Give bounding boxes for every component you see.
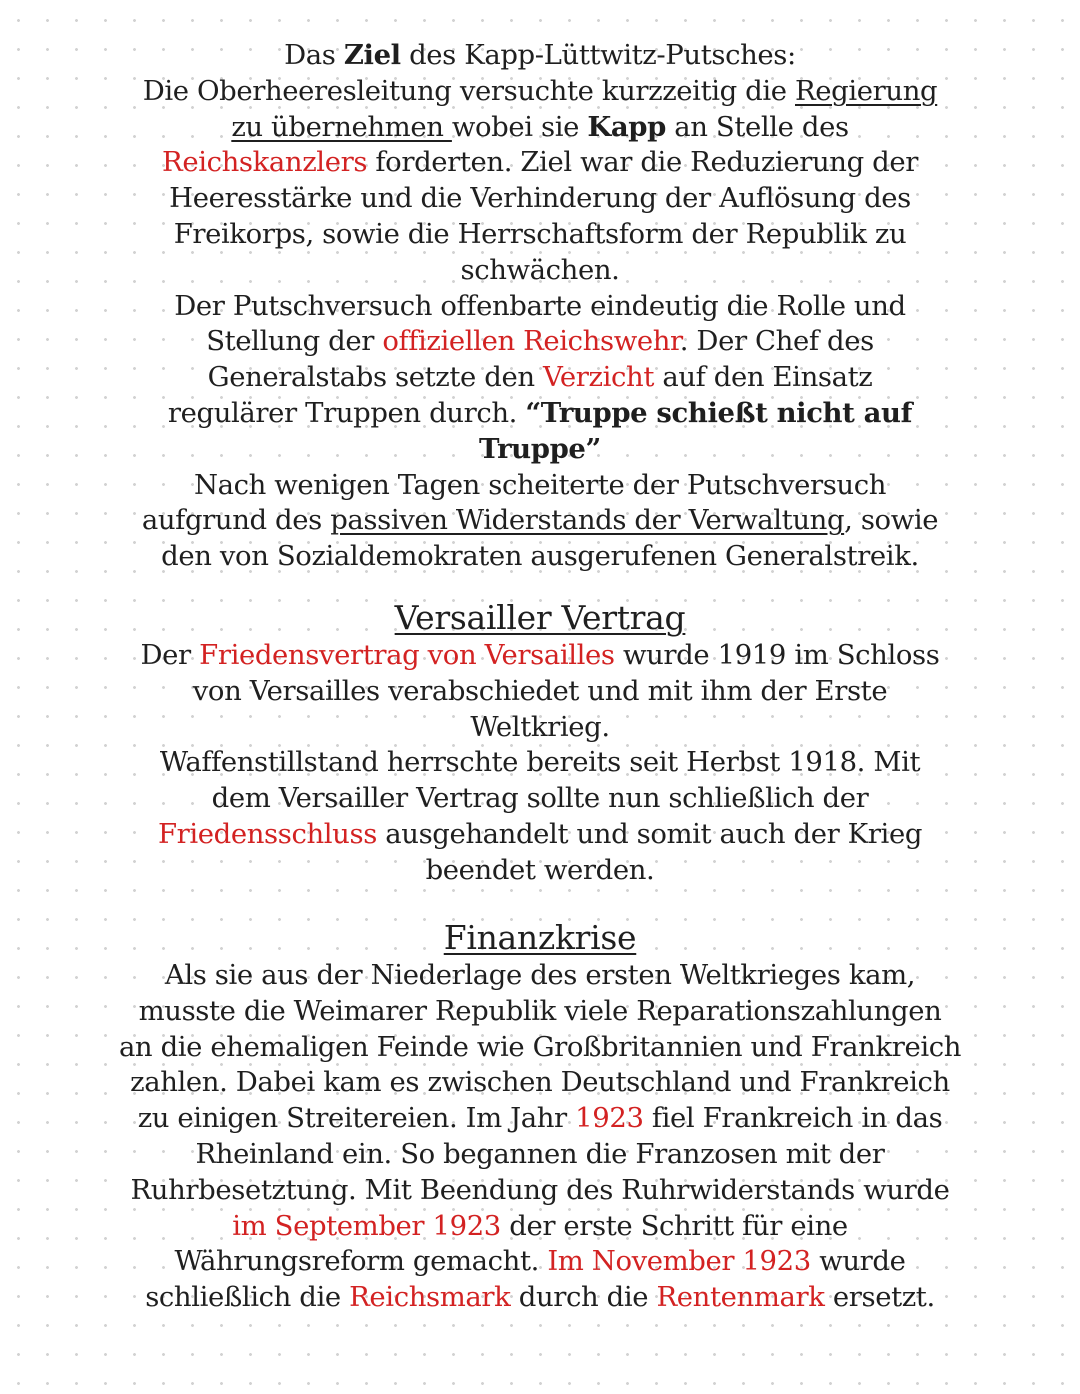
kapp-line-4: Reichskanzlers forderten. Ziel war die Reduzierung der bbox=[162, 146, 918, 179]
versailles-line-5: dem Versailler Vertrag sollte nun schließlich der bbox=[211, 782, 869, 815]
kapp-line-15: den von Sozialdemokraten ausgerufenen Generalstreik. bbox=[161, 540, 919, 573]
kapp-line-14: aufgrund des passiven Widerstands der Verwaltung, sowie bbox=[141, 504, 939, 537]
finanz-line-4: zahlen. Dabei kam es zwischen Deutschland und Frankreich bbox=[130, 1066, 950, 1099]
versailles-line-2: von Versailles verabschiedet und mit ihm der Erste bbox=[192, 674, 888, 707]
kapp-line-13: Nach wenigen Tagen scheiterte der Putschversuch bbox=[193, 468, 887, 501]
kapp-line-5: Heeresstärke und die Verhinderung der Auflösung des bbox=[169, 182, 911, 215]
kapp-line-7: schwächen. bbox=[460, 253, 620, 286]
kapp-line-2: Die Oberheeresleitung versuchte kurzzeitig die Regierung bbox=[142, 74, 938, 107]
versailles-section bbox=[60, 638, 1020, 889]
finanzkrise-section bbox=[60, 958, 1020, 1316]
kapp-line-10: Generalstabs setzte den Verzicht auf den Einsatz bbox=[207, 361, 873, 394]
kapp-putsch-section bbox=[60, 38, 1020, 575]
finanz-line-1: Als sie aus der Niederlage des ersten Weltkrieges kam, bbox=[164, 959, 916, 991]
finanz-line-8: im September 1923 der erste Schritt für eine bbox=[232, 1209, 848, 1242]
finanz-line-9: Währungsreform gemacht. Im November 1923 wurde bbox=[174, 1245, 906, 1278]
kapp-line-8: Der Putschversuch offenbarte eindeutig die Rolle und bbox=[174, 289, 906, 322]
versailles-line-7: beendet werden. bbox=[425, 853, 655, 886]
finanz-line-3: an die ehemaligen Feinde wie Großbritannien und Frankreich bbox=[118, 1030, 962, 1063]
kapp-line-6: Freikorps, sowie die Herrschaftsform der Republik zu bbox=[173, 217, 907, 250]
versailles-heading: Versailler Vertrag bbox=[394, 598, 686, 637]
versailles-line-1: Der Friedensvertrag von Versailles wurde 1919 im Schloss bbox=[140, 639, 940, 671]
finanz-line-6: Rheinland ein. So begannen die Franzosen mit der bbox=[195, 1137, 885, 1170]
versailles-line-6: Friedensschluss ausgehandelt und somit auch der Krieg bbox=[157, 817, 923, 850]
kapp-line-12: Truppe” bbox=[479, 432, 601, 465]
finanz-line-5: zu einigen Streitereien. Im Jahr 1923 fiel Frankreich in das bbox=[137, 1102, 943, 1135]
kapp-line-1: Das Ziel des Kapp-Lüttwitz-Putsches: bbox=[284, 39, 796, 71]
versailles-line-4: Waffenstillstand herrschte bereits seit Herbst 1918. Mit bbox=[159, 746, 921, 779]
finanzkrise-heading-block bbox=[60, 918, 1020, 958]
kapp-line-3: zu übernehmen wobei sie Kapp an Stelle des bbox=[231, 110, 849, 143]
versailles-heading-block bbox=[60, 598, 1020, 638]
finanz-line-10: schließlich die Reichsmark durch die Rentenmark ersetzt. bbox=[145, 1281, 935, 1314]
kapp-line-11: regulärer Truppen durch. “Truppe schießt nicht auf bbox=[167, 396, 913, 429]
versailles-line-3: Weltkrieg. bbox=[470, 710, 610, 743]
finanzkrise-heading: Finanzkrise bbox=[443, 918, 637, 957]
finanz-line-2: musste die Weimarer Republik viele Reparationszahlungen bbox=[138, 994, 942, 1027]
kapp-line-9: Stellung der offiziellen Reichswehr. Der Chef des bbox=[206, 325, 874, 358]
finanz-line-7: Ruhrbesetztung. Mit Beendung des Ruhrwiderstands wurde bbox=[130, 1173, 950, 1206]
